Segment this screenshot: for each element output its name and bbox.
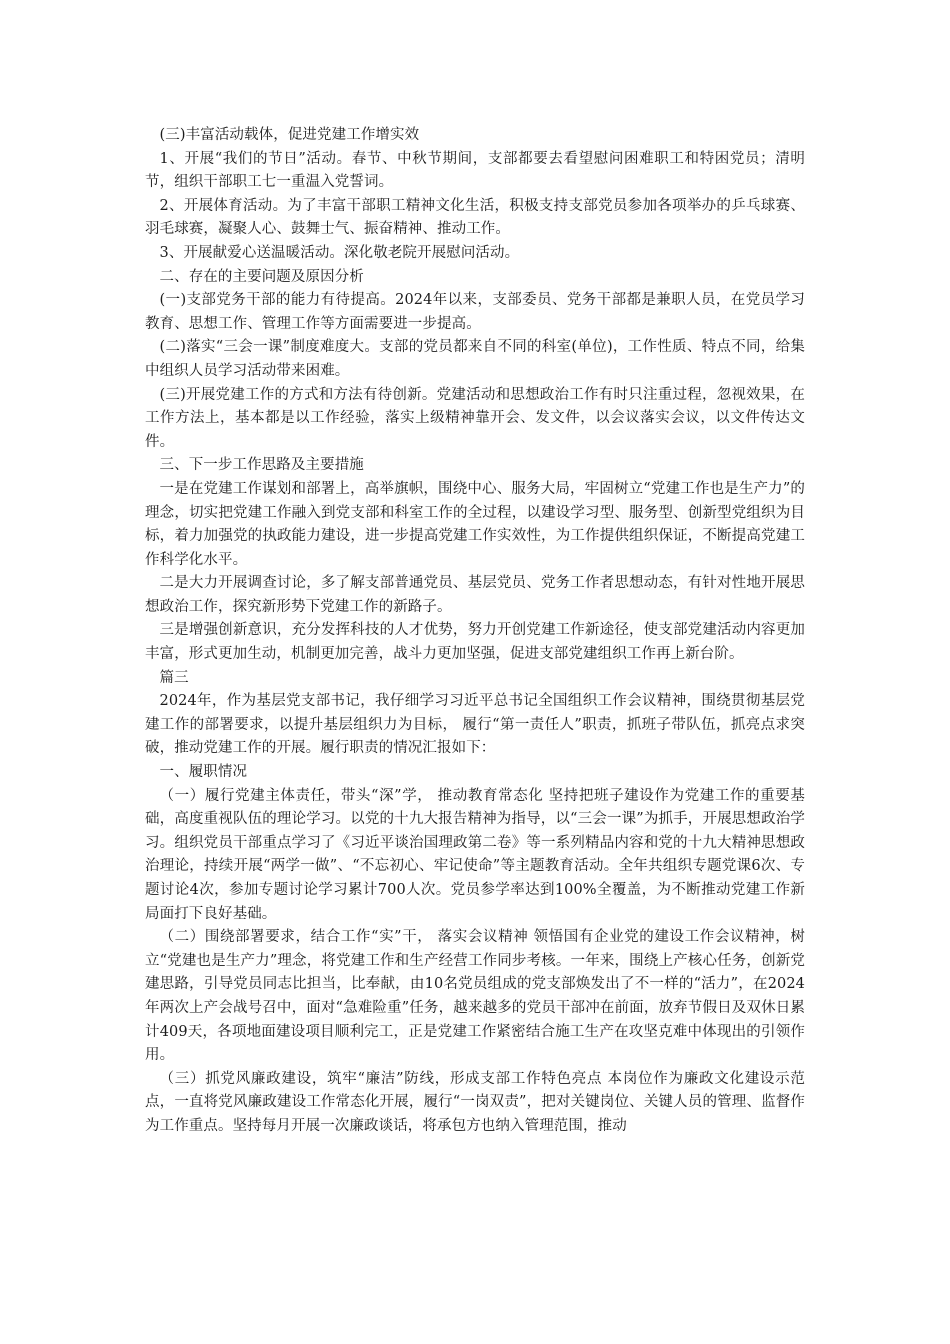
- paragraph: (一)支部党务干部的能力有待提高。2024年以来，支部委员、党务干部都是兼职人员，在党员学习教育、思想工作、管理工作等方面需要进一步提高。: [145, 292, 805, 332]
- section-heading: 一、履职情况: [159, 764, 248, 781]
- section-heading: 三、下一步工作思路及主要措施: [159, 457, 364, 474]
- paragraph: 三是增强创新意识，充分发挥科技的人才优势，努力开创党建工作新途径，使支部党建活动内容更加丰富，形式更加生动，机制更加完善，战斗力更加坚强，促进支部党建组织工作再上新台阶。: [145, 622, 805, 663]
- paragraph: （二）围绕部署要求，结合工作“实”干， 落实会议精神 领悟国有企业党的建设工作会议精神，树立“党建也是生产力”理念，将党建工作和生产经营工作同步考核。一年来，围绕上产核心任务，创新党建思路，引导党员同志比担当，比奉献，由10名党员组成的党支部焕发出了不一样的“活力”，在2024年两次上产会战号召中，面对“急难险重”任务，越来越多的党员干部冲在前面，放弃节假日及双休日累计409天，各项地面建设项目顺利完工，正是党建工作紧密结合施工生产在攻坚克难中体现出的引领作用。: [145, 929, 805, 1064]
- section-heading: (三)丰富活动载体，促进党建工作增实效: [159, 127, 420, 143]
- document-body: [145, 124, 805, 1139]
- paragraph: 一是在党建工作谋划和部署上，高举旗帜，围绕中心、服务大局，牢固树立“党建工作也是生产力”的理念，切实把党建工作融入到党支部和科室工作的全过程，以建设学习型、服务型、创新型党组织为目标，着力加强党的执政能力建设，进一步提高党建工作实效性，为工作提供组织保证，不断提高党建工作科学化水平。: [145, 480, 805, 568]
- chapter-heading: 篇三: [159, 669, 189, 686]
- paragraph: 1、开展“我们的节日”活动。春节、中秋节期间，支部都要去看望慰问困难职工和特困党员；清明节，组织干部职工七一重温入党誓词。: [145, 150, 805, 191]
- paragraph: （三）抓党风廉政建设，筑牢“廉洁”防线，形成支部工作特色亮点 本岗位作为廉政文化建设示范点，一直将党风廉政建设工作常态化开展，履行“一岗双责”，把对关键岗位、关键人员的管理、监督作为工作重点。坚持每月开展一次廉政谈话，将承包方也纳入管理范围，推动: [145, 1070, 805, 1134]
- paragraph: 2024年，作为基层党支部书记，我仔细学习习近平总书记全国组织工作会议精神，围绕贯彻基层党建工作的部署要求，以提升基层组织力为目标， 履行“第一责任人”职责，抓班子带队伍，抓亮点求突破，推动党建工作的开展。履行职责的情况汇报如下：: [145, 693, 805, 757]
- paragraph: 3、开展献爱心送温暖活动。深化敬老院开展慰问活动。: [159, 244, 520, 261]
- paragraph: 2、开展体育活动。为了丰富干部职工精神文化生活，积极支持支部党员参加各项举办的乒乓球赛、羽毛球赛，凝聚人心、鼓舞士气、振奋精神、推动工作。: [145, 197, 805, 238]
- paragraph: 二是大力开展调查讨论，多了解支部普通党员、基层党员、党务工作者思想动态，有针对性地开展思想政治工作，探究新形势下党建工作的新路子。: [145, 575, 805, 615]
- section-heading: 二、存在的主要问题及原因分析: [159, 268, 364, 285]
- paragraph: (三)开展党建工作的方式和方法有待创新。党建活动和思想政治工作有时只注重过程，忽视效果，在工作方法上，基本都是以工作经验，落实上级精神靠开会、发文件，以会议落实会议，以文件传达文件。: [145, 386, 805, 450]
- paragraph: (二)落实“三会一课”制度难度大。支部的党员都来自不同的科室(单位)，工作性质、特点不同，给集中组织人员学习活动带来困难。: [145, 339, 805, 379]
- paragraph: （一）履行党建主体责任，带头“深”学， 推动教育常态化 坚持把班子建设作为党建工作的重要基础，高度重视队伍的理论学习。以党的十九大报告精神为指导，以“三会一课”为抓手，开展思想政治学习。组织党员干部重点学习了《习近平谈治国理政第二卷》等一系列精品内容和党的十九大精神思想政治理论，持续开展“两学一做”、“不忘初心、牢记使命”等主题教育活动。全年共组织专题党课6次、专题讨论4次，参加专题讨论学习累计700人次。党员参学率达到100%全覆盖，为不断推动党建工作新局面打下良好基础。: [145, 787, 805, 922]
